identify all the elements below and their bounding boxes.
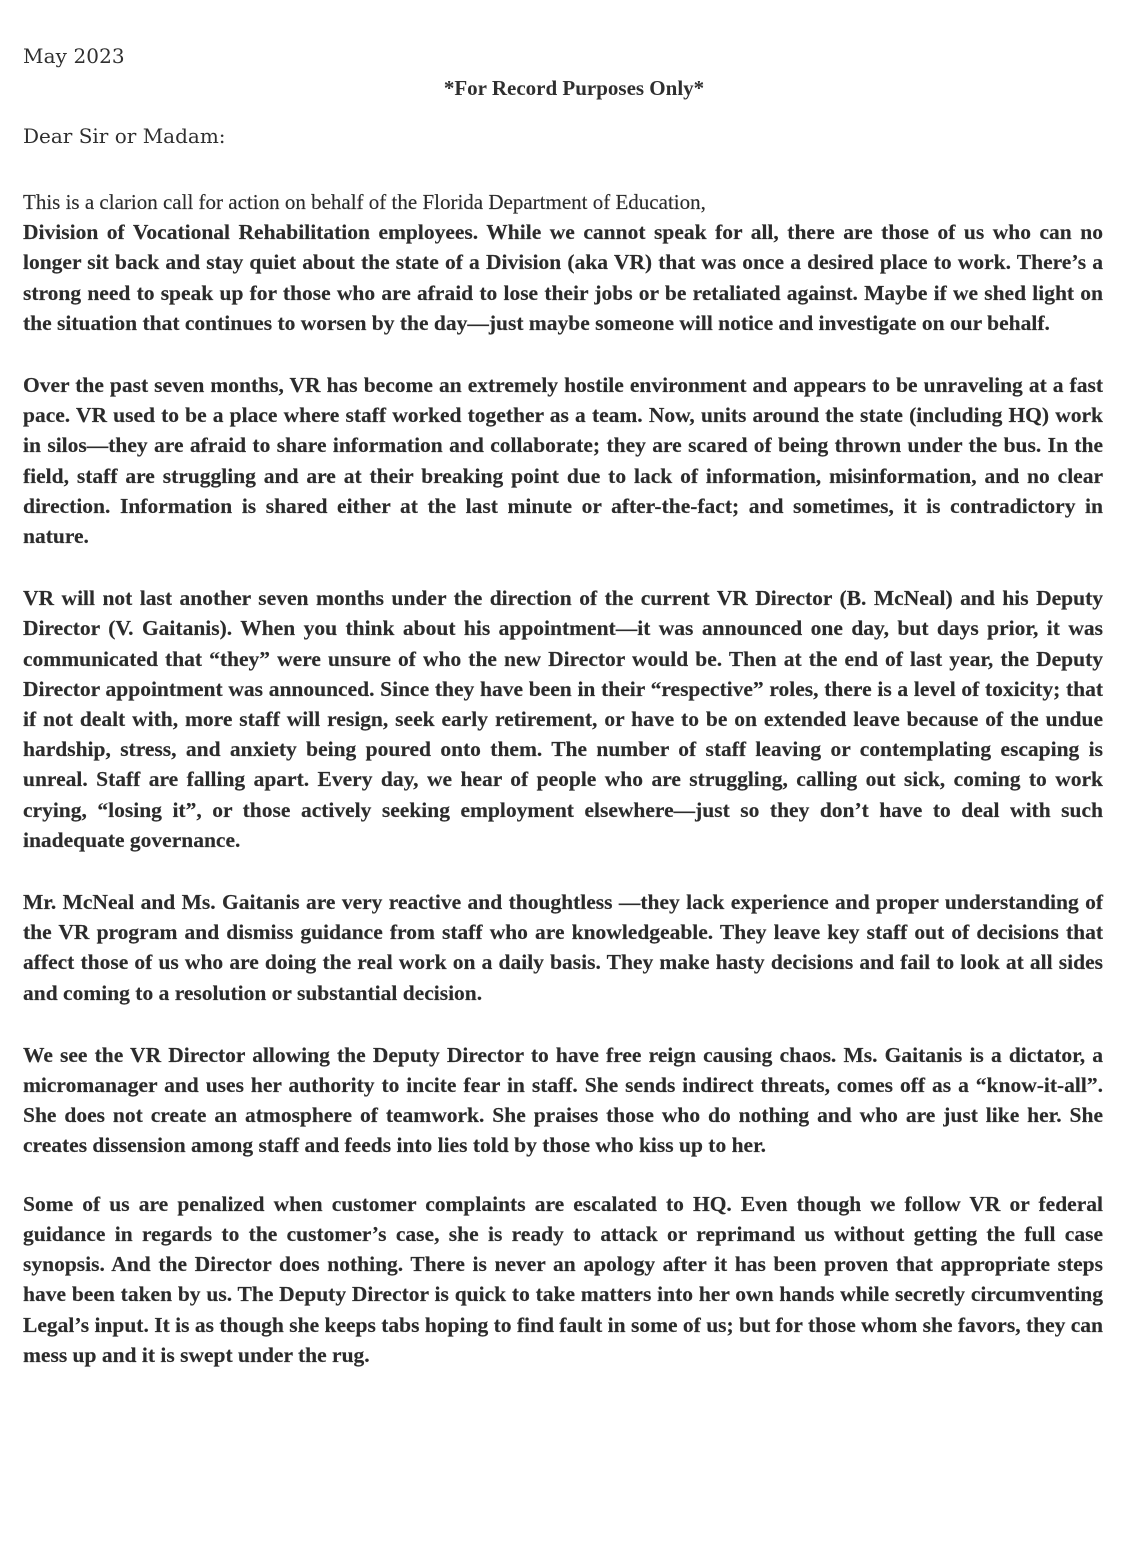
salutation: Dear Sir or Madam: [23,124,226,148]
opening-line: This is a clarion call for action on behalf of the Florida Department of Education, [23,190,706,214]
paragraph-1: Division of Vocational Rehabilitation employees. While we cannot speak for all, there are those of us who can no longer sit back and stay quiet about the state of a Division (aka VR) that was once a desired place to work. There’s a strong need to speak up for those who are afraid to lose their jobs or be retaliated against. Maybe if we shed light on the situation that continues to worsen by the day—just maybe someone will notice and investigate on our behalf. [23,220,1103,335]
paragraph-5: We see the VR Director allowing the Deputy Director to have free reign causing chaos. Ms. Gaitanis is a dictator, a micromanager and uses her authority to incite fear in staff. She sends indirect threats, comes off as a “know-it-all”. She does not create an atmosphere of teamwork. She praises those who do nothing and who are just like her. She creates dissension among staff and feeds into lies told by those who kiss up to her. [23,1042,1103,1158]
letter-page [23,41,1103,1370]
paragraph-3: VR will not last another seven months under the direction of the current VR Director (B. McNeal) and his Deputy Director (V. Gaitanis). When you think about his appointment—it was announced one day, but days prior, it was communicated that “they” were unsure of who the new Director would be. Then at the end of last year, the Deputy Director appointment was announced. Since they have been in their “respective” roles, there is a level of toxicity; that if not dealt with, more staff will resign, seek early retirement, or have to be on extended leave because of the undue hardship, stress, and anxiety being poured onto them. The number of staff leaving or contemplating escaping is unreal. Staff are falling apart. Every day, we hear of people who are struggling, calling out sick, coming to work crying, “losing it”, or those actively seeking employment elsewhere—just so they don’t have to deal with such inadequate governance. [23,586,1103,852]
letter-date: May 2023 [23,44,125,68]
paragraph-2: Over the past seven months, VR has become an extremely hostile environment and appears to be unraveling at a fast pace. VR used to be a place where staff worked together as a team. Now, units around the state (including HQ) work in silos—they are afraid to share information and collaborate; they are scared of being thrown under the bus. In the field, staff are struggling and are at their breaking point due to lack of information, misinformation, and no clear direction. Information is shared either at the last minute or after-the-fact; and sometimes, it is contradictory in nature. [23,373,1103,549]
paragraph-4: Mr. McNeal and Ms. Gaitanis are very reactive and thoughtless —they lack experience and proper understanding of the VR program and dismiss guidance from staff who are knowledgeable. They leave key staff out of decisions that affect those of us who are doing the real work on a daily basis. They make hasty decisions and fail to look at all sides and coming to a resolution or substantial decision. [23,890,1103,1005]
record-purposes-heading: *For Record Purposes Only* [443,76,705,100]
paragraph-6: Some of us are penalized when customer complaints are escalated to HQ. Even though we follow VR or federal guidance in regards to the customer’s case, she is ready to attack or reprimand us without getting the full case synopsis. And the Director does nothing. There is never an apology after it has been proven that appropriate steps have been taken by us. The Deputy Director is quick to take matters into her own hands while secretly circumventing Legal’s input. It is as though she keeps tabs hoping to find fault in some of us; but for those whom she favors, they can mess up and it is swept under the rug. [23,1191,1103,1367]
